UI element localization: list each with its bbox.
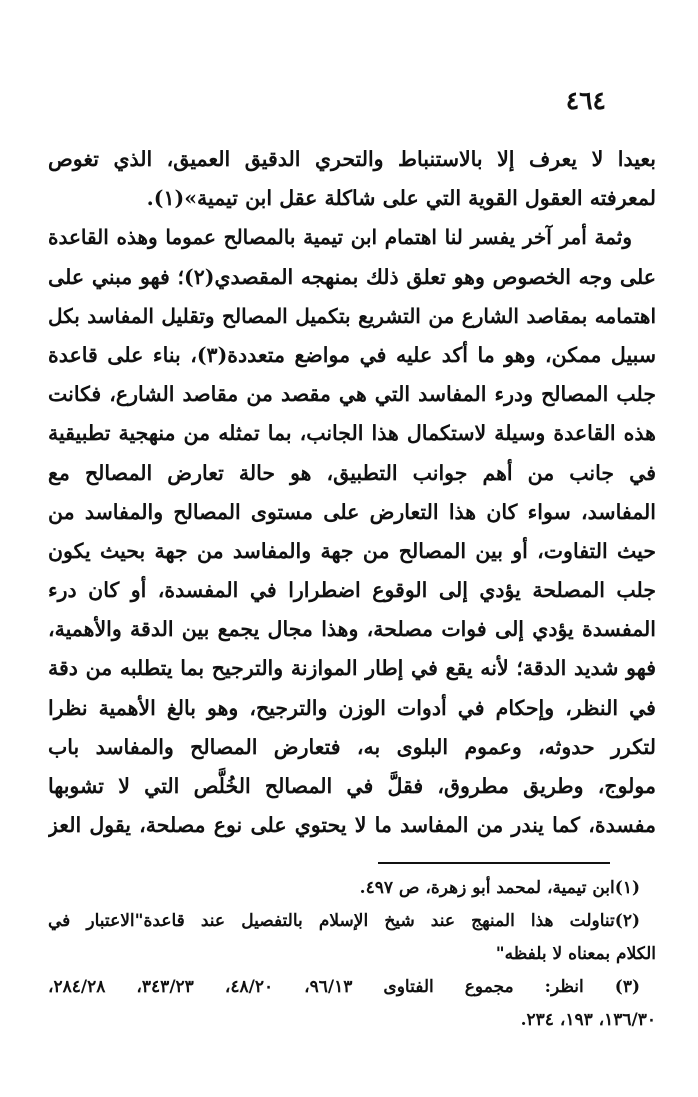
body-line: جلب المصلحة يؤدي إلى الوقوع اضطرارا في المفسدة، أو كان درء: [48, 578, 656, 603]
footnote-3: (٣) انظر: مجموع الفتاوى ٩٦/١٣، ٤٨/٢٠، ٣٤٣/٢٣، ٢٨٤/٢٨،: [48, 977, 641, 997]
body-line: على وجه الخصوص وهو تعلق ذلك بمنهجه المقصدي(٢)؛ فهو مبني على: [48, 264, 656, 289]
body-line: فهو شديد الدقة؛ لأنه يقع في إطار الموازنة والترجيح بما يتطلبه من دقة: [48, 656, 656, 681]
footnote-separator: [378, 862, 610, 864]
body-line: في جانب من أهم جوانب التطبيق، هو حالة تعارض المصالح مع: [48, 460, 656, 485]
body-line: في النظر، وإحكام في أدوات الوزن والترجيح، وهو بالغ الأهمية نظرا: [48, 695, 656, 720]
body-line: مفسدة، كما يندر من المفاسد ما لا يحتوي على نوع مصلحة، يقول العز: [48, 813, 656, 838]
body-line: المفسدة يؤدي إلى فوات مصلحة، وهذا مجال يجمع بين الدقة والأهمية،: [48, 617, 656, 642]
footnote-3-continued: ١٣٦/٣٠، ١٩٣، ٢٣٤.: [520, 1010, 656, 1030]
body-line: بعيدا لا يعرف إلا بالاستنباط والتحري الدقيق العميق، الذي تغوص: [48, 147, 656, 171]
footnote-1: (١)ابن تيمية، لمحمد أبو زهرة، ص ٤٩٧.: [359, 878, 640, 898]
body-line: سبيل ممكن، وهو ما أكد عليه في مواضع متعددة(٣)، بناء على قاعدة: [48, 342, 656, 367]
footnotes: [48, 872, 656, 1037]
body-line: المفاسد، سواء كان هذا التعارض على مستوى المصالح والمفاسد من: [48, 499, 656, 524]
body-line: اهتمامه بمقاصد الشارع من التشريع بتكميل المصالح وتقليل المفاسد بكل: [48, 303, 656, 328]
footnote-2: (٢)تناولت هذا المنهج عند شيخ الإسلام بالتفصيل عند قاعدة"الاعتبار في: [48, 911, 640, 931]
footnote-2-continued: الكلام بمعناه لا بلفظه": [495, 944, 656, 964]
body-line: وثمة أمر آخر يفسر لنا اهتمام ابن تيمية بالمصالح عموما وهذه القاعدة: [48, 225, 632, 250]
body-line: جلب المصالح ودرء المفاسد التي هي مقصد من مقاصد الشارع، فكانت: [48, 382, 656, 407]
page-number: ٤٦٤: [565, 86, 606, 115]
body-line: لتكرر حدوثه، وعموم البلوى به، فتعارض المصالح والمفاسد باب: [48, 734, 656, 759]
body-line: حيث التفاوت، أو بين المصالح من جهة والمفاسد من جهة بحيث يكون: [48, 538, 656, 563]
body-line: مولوج، وطريق مطروق، فقلَّ في المصالح الخُلَّص التي لا تشوبها: [48, 774, 656, 798]
body-line: لمعرفته العقول القوية التي على شاكلة عقل ابن تيمية»(١).: [146, 186, 656, 211]
body-line: هذه القاعدة وسيلة لاستكمال هذا الجانب، بما تمثله من منهجية تطبيقية: [48, 421, 656, 446]
body-text: [48, 140, 656, 845]
